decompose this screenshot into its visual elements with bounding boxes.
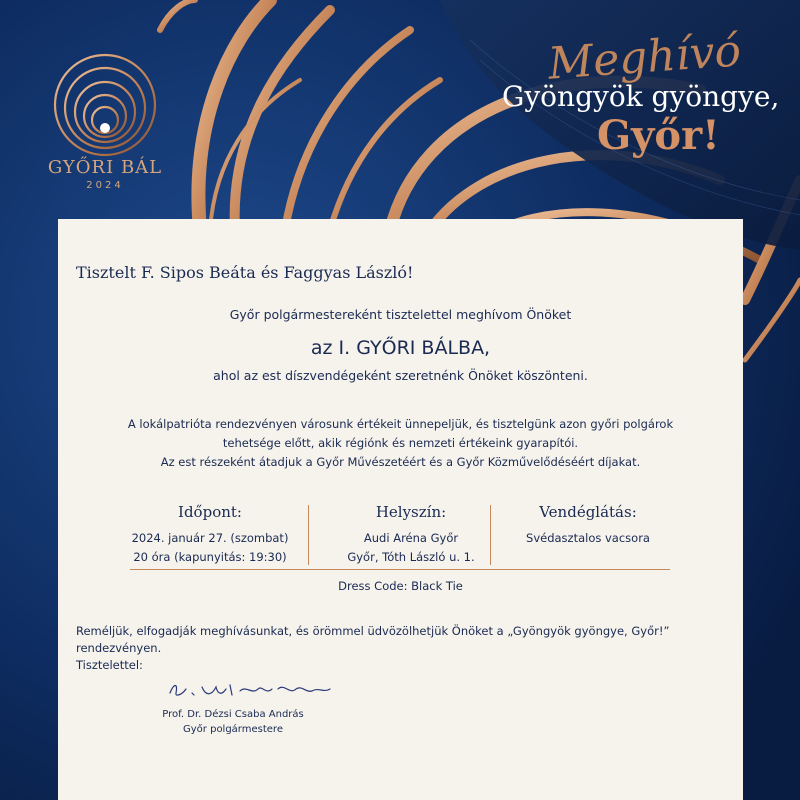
catering-value: Svédasztalos vacsora (526, 531, 650, 545)
signer-block (158, 707, 308, 737)
catering-block (498, 503, 678, 548)
closing-text (76, 623, 716, 674)
closing-sentence: Reméljük, elfogadják meghívásunkat, és örömmel üdvözölhetjük Önöket a „Gyöngyök gyöngye, Győr!” rendezvényen. (76, 624, 670, 655)
catering-label: Vendéglátás: (539, 503, 637, 521)
event-name: az I. GYŐRI BÁLBA, (310, 337, 491, 359)
place-venue: Audi Aréna Győr (363, 531, 459, 545)
signer-name: Prof. Dr. Dézsi Csaba András (162, 709, 304, 720)
place-label: Helyszín: (375, 503, 447, 521)
paragraph-line: A lokálpatrióta rendezvényen városunk értékeit ünnepeljük, és tisztelgünk azon győri polgárok (127, 417, 674, 431)
time-block (130, 503, 290, 567)
logo-text: GYŐRI BÁL (47, 157, 163, 178)
signer-title: Győr polgármestere (183, 724, 283, 735)
time-date: 2024. január 27. (szombat) (131, 531, 289, 545)
divider (308, 505, 309, 565)
greeting: Tisztelt F. Sipos Beáta és Faggyas László! (76, 263, 414, 282)
signature-image (166, 679, 386, 701)
gyori-bal-logo (40, 45, 170, 195)
time-hour: 20 óra (kapunyitás: 19:30) (133, 550, 287, 564)
purpose-line: ahol az est díszvendégeként szeretnénk Önöket köszönteni. (213, 368, 588, 383)
time-label: Időpont: (178, 503, 242, 521)
regards-label: Tisztelettel: (76, 658, 143, 672)
divider (130, 569, 670, 570)
paragraph-line: tehetsége előtt, akik régiónk és nemzeti értékeink gyarapítói. (222, 436, 579, 450)
place-block (336, 503, 486, 567)
divider (490, 505, 491, 565)
dress-code: Dress Code: Black Tie (338, 579, 463, 593)
description-paragraph (58, 415, 743, 472)
intro-line: Győr polgármestereként tisztelettel meghívom Önöket (229, 307, 572, 322)
paragraph-line: Az est részeként átadjuk a Győr Művészetéért és a Győr Közművelődéséért díjakat. (160, 455, 641, 469)
invitation-card (58, 219, 743, 800)
headline-line2: Győr! (597, 112, 720, 159)
logo-year: 2024 (86, 180, 124, 191)
place-address: Győr, Tóth László u. 1. (347, 550, 475, 564)
invitation-word: Meghívó (546, 25, 743, 90)
headline-line1: Gyöngyök gyöngye, (502, 80, 780, 113)
